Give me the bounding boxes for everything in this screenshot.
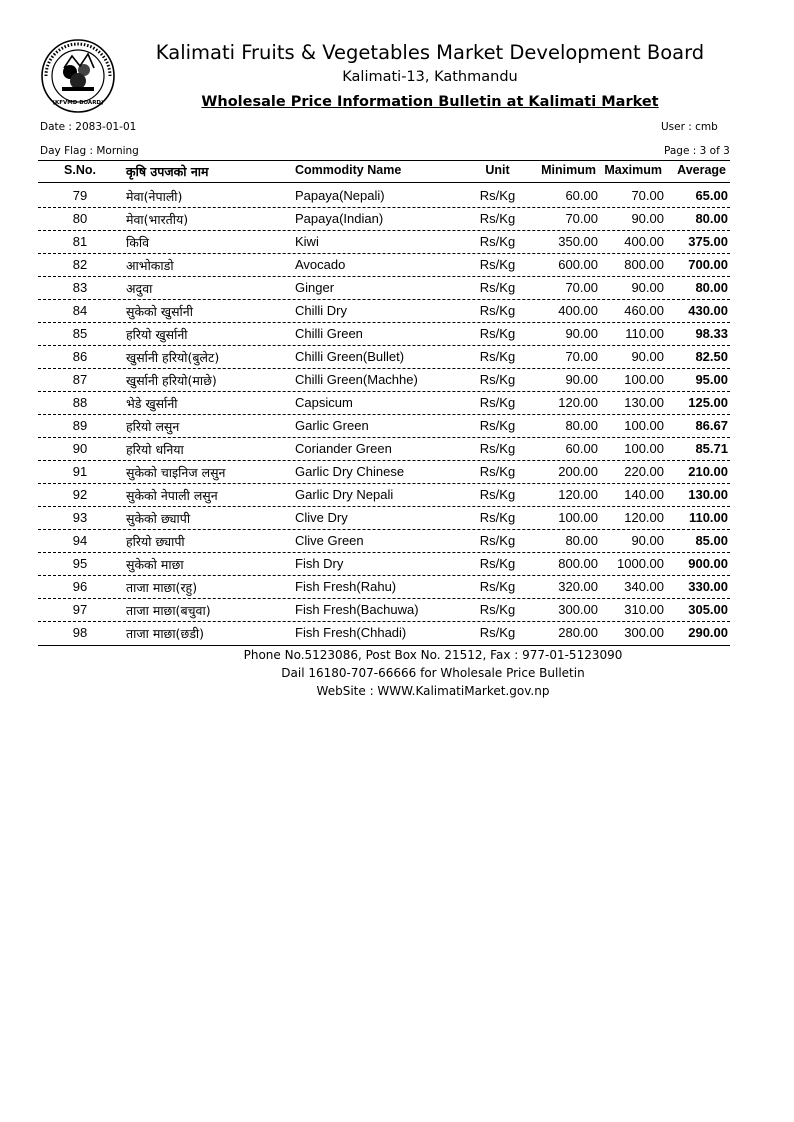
- row-commodity-name: Ginger: [295, 280, 335, 295]
- row-minimum: 200.00: [558, 464, 598, 479]
- row-maximum: 460.00: [624, 303, 664, 318]
- row-separator: [38, 414, 730, 415]
- row-commodity-name: Fish Fresh(Rahu): [295, 579, 397, 594]
- row-average: 82.50: [695, 349, 728, 364]
- row-sno: 85: [72, 326, 88, 341]
- row-minimum: 400.00: [558, 303, 598, 318]
- row-sno: 84: [72, 303, 88, 318]
- row-separator: [38, 529, 730, 530]
- row-maximum: 130.00: [624, 395, 664, 410]
- row-separator: [38, 230, 730, 231]
- row-commodity-name: Avocado: [295, 257, 346, 272]
- row-minimum: 100.00: [558, 510, 598, 525]
- row-sno: 79: [72, 188, 88, 203]
- row-nepali-name: हरियो लसुन: [126, 419, 180, 434]
- row-sno: 98: [72, 625, 88, 640]
- row-sno: 95: [72, 556, 88, 571]
- row-unit: Rs/Kg: [479, 533, 516, 548]
- row-nepali-name: हरियो छ्यापी: [126, 534, 185, 549]
- row-minimum: 70.00: [565, 349, 598, 364]
- row-maximum: 800.00: [624, 257, 664, 272]
- row-separator: [38, 506, 730, 507]
- table-end-rule: [38, 645, 730, 646]
- row-average: 85.71: [695, 441, 728, 456]
- report-date: Date : 2083-01-01: [40, 121, 137, 133]
- row-unit: Rs/Kg: [479, 211, 516, 226]
- row-commodity-name: Clive Dry: [295, 510, 348, 525]
- row-separator: [38, 460, 730, 461]
- row-unit: Rs/Kg: [479, 188, 516, 203]
- row-nepali-name: खुर्सानी हरियो(माछे): [126, 373, 217, 388]
- row-sno: 91: [72, 464, 88, 479]
- col-header-minimum: Minimum: [541, 163, 596, 177]
- row-separator: [38, 322, 730, 323]
- row-separator: [38, 437, 730, 438]
- board-title: Kalimati Fruits & Vegetables Market Development Board: [155, 41, 705, 64]
- row-sno: 81: [72, 234, 88, 249]
- row-nepali-name: ताजा माछा(बचुवा): [126, 603, 211, 618]
- row-maximum: 300.00: [624, 625, 664, 640]
- row-average: 110.00: [688, 510, 728, 525]
- footer-website: WebSite : WWW.KalimatiMarket.gov.np: [316, 684, 550, 698]
- row-sno: 93: [72, 510, 88, 525]
- row-nepali-name: हरियो धनिया: [126, 442, 184, 457]
- row-nepali-name: भेडे खुर्सानी: [126, 396, 178, 411]
- row-average: 85.00: [695, 533, 728, 548]
- row-unit: Rs/Kg: [479, 418, 516, 433]
- row-maximum: 220.00: [624, 464, 664, 479]
- row-maximum: 310.00: [624, 602, 664, 617]
- row-sno: 94: [72, 533, 88, 548]
- row-separator: [38, 299, 730, 300]
- row-average: 700.00: [688, 257, 728, 272]
- row-nepali-name: हरियो खुर्सानी: [126, 327, 188, 342]
- footer-hotline: Dail 16180-707-66666 for Wholesale Price Bulletin: [281, 666, 585, 680]
- row-unit: Rs/Kg: [479, 602, 516, 617]
- row-sno: 97: [72, 602, 88, 617]
- header-bottom-rule: [38, 182, 730, 183]
- row-maximum: 140.00: [624, 487, 664, 502]
- row-sno: 88: [72, 395, 88, 410]
- row-separator: [38, 483, 730, 484]
- row-average: 125.00: [688, 395, 728, 410]
- row-commodity-name: Chilli Dry: [295, 303, 347, 318]
- row-commodity-name: Chilli Green: [295, 326, 363, 341]
- row-unit: Rs/Kg: [479, 257, 516, 272]
- row-average: 130.00: [688, 487, 728, 502]
- row-minimum: 600.00: [558, 257, 598, 272]
- row-minimum: 80.00: [565, 533, 598, 548]
- row-unit: Rs/Kg: [479, 556, 516, 571]
- row-commodity-name: Chilli Green(Bullet): [295, 349, 405, 364]
- row-nepali-name: अदुवा: [126, 281, 153, 296]
- row-maximum: 400.00: [624, 234, 664, 249]
- row-commodity-name: Kiwi: [295, 234, 319, 249]
- board-address: Kalimati-13, Kathmandu: [342, 69, 518, 85]
- row-maximum: 100.00: [624, 441, 664, 456]
- row-average: 290.00: [688, 625, 728, 640]
- col-header-maximum: Maximum: [604, 163, 662, 177]
- row-commodity-name: Clive Green: [295, 533, 364, 548]
- row-minimum: 70.00: [565, 211, 598, 226]
- row-nepali-name: सुकेको छ्यापी: [126, 511, 191, 526]
- row-unit: Rs/Kg: [479, 441, 516, 456]
- row-nepali-name: सुकेको चाइनिज लसुन: [126, 465, 226, 480]
- row-sno: 96: [72, 579, 88, 594]
- row-minimum: 300.00: [558, 602, 598, 617]
- row-commodity-name: Chilli Green(Machhe): [295, 372, 418, 387]
- row-nepali-name: सुकेको नेपाली लसुन: [126, 488, 218, 503]
- row-unit: Rs/Kg: [479, 395, 516, 410]
- col-header-commodity: Commodity Name: [295, 163, 402, 177]
- row-separator: [38, 391, 730, 392]
- row-minimum: 60.00: [565, 441, 598, 456]
- row-sno: 90: [72, 441, 88, 456]
- row-average: 95.00: [695, 372, 728, 387]
- logo-text: (KFVMD BOARD): [52, 100, 104, 106]
- row-nepali-name: सुकेको माछा: [126, 557, 184, 572]
- footer-contact: Phone No.5123086, Post Box No. 21512, Fax : 977-01-5123090: [243, 648, 623, 662]
- row-commodity-name: Garlic Green: [295, 418, 369, 433]
- row-unit: Rs/Kg: [479, 487, 516, 502]
- row-commodity-name: Fish Dry: [295, 556, 344, 571]
- bulletin-title: Wholesale Price Information Bulletin at Kalimati Market: [201, 94, 659, 110]
- row-average: 330.00: [688, 579, 728, 594]
- row-minimum: 60.00: [565, 188, 598, 203]
- row-nepali-name: सुकेको खुर्सानी: [126, 304, 193, 319]
- row-minimum: 120.00: [558, 487, 598, 502]
- row-sno: 92: [72, 487, 88, 502]
- row-nepali-name: ताजा माछा(रहु): [126, 580, 198, 595]
- row-maximum: 90.00: [631, 533, 664, 548]
- row-sno: 83: [72, 280, 88, 295]
- row-commodity-name: Coriander Green: [295, 441, 392, 456]
- row-separator: [38, 552, 730, 553]
- row-maximum: 100.00: [624, 372, 664, 387]
- row-average: 80.00: [695, 280, 728, 295]
- row-minimum: 90.00: [565, 372, 598, 387]
- row-minimum: 70.00: [565, 280, 598, 295]
- row-separator: [38, 598, 730, 599]
- row-separator: [38, 621, 730, 622]
- row-average: 98.33: [695, 326, 728, 341]
- row-nepali-name: मेवा(भारतीय): [126, 212, 189, 227]
- row-average: 900.00: [688, 556, 728, 571]
- header-top-rule: [38, 160, 730, 161]
- board-logo: [40, 38, 116, 114]
- row-sno: 89: [72, 418, 88, 433]
- row-maximum: 90.00: [631, 349, 664, 364]
- row-unit: Rs/Kg: [479, 464, 516, 479]
- row-commodity-name: Capsicum: [295, 395, 353, 410]
- row-commodity-name: Fish Fresh(Chhadi): [295, 625, 407, 640]
- row-nepali-name: आभोकाडो: [126, 258, 174, 273]
- row-average: 65.00: [695, 188, 728, 203]
- row-separator: [38, 276, 730, 277]
- row-average: 375.00: [688, 234, 728, 249]
- row-sno: 87: [72, 372, 88, 387]
- row-separator: [38, 253, 730, 254]
- row-separator: [38, 345, 730, 346]
- row-maximum: 340.00: [624, 579, 664, 594]
- row-nepali-name: मेवा(नेपाली): [126, 189, 183, 204]
- row-unit: Rs/Kg: [479, 234, 516, 249]
- row-maximum: 90.00: [631, 280, 664, 295]
- row-sno: 82: [72, 257, 88, 272]
- row-average: 305.00: [688, 602, 728, 617]
- row-maximum: 90.00: [631, 211, 664, 226]
- col-header-nepali-name: कृषि उपजको नाम: [126, 164, 209, 179]
- row-average: 86.67: [695, 418, 728, 433]
- row-unit: Rs/Kg: [479, 510, 516, 525]
- row-nepali-name: खुर्सानी हरियो(बुलेट): [126, 350, 220, 365]
- row-unit: Rs/Kg: [479, 280, 516, 295]
- row-maximum: 120.00: [624, 510, 664, 525]
- row-average: 430.00: [688, 303, 728, 318]
- row-sno: 80: [72, 211, 88, 226]
- row-unit: Rs/Kg: [479, 579, 516, 594]
- row-unit: Rs/Kg: [479, 625, 516, 640]
- col-header-sno: S.No.: [64, 163, 96, 177]
- row-commodity-name: Garlic Dry Nepali: [295, 487, 394, 502]
- row-minimum: 350.00: [558, 234, 598, 249]
- row-minimum: 800.00: [558, 556, 598, 571]
- row-minimum: 80.00: [565, 418, 598, 433]
- col-header-average: Average: [677, 163, 726, 177]
- row-maximum: 70.00: [631, 188, 664, 203]
- row-commodity-name: Fish Fresh(Bachuwa): [295, 602, 419, 617]
- row-commodity-name: Papaya(Nepali): [295, 188, 385, 203]
- report-user: User : cmb: [661, 121, 718, 133]
- row-maximum: 1000.00: [617, 556, 664, 571]
- row-minimum: 280.00: [558, 625, 598, 640]
- row-average: 80.00: [695, 211, 728, 226]
- page-number: Page : 3 of 3: [664, 145, 730, 157]
- row-maximum: 110.00: [625, 326, 664, 341]
- row-minimum: 120.00: [558, 395, 598, 410]
- row-unit: Rs/Kg: [479, 349, 516, 364]
- row-unit: Rs/Kg: [479, 326, 516, 341]
- row-unit: Rs/Kg: [479, 303, 516, 318]
- row-minimum: 320.00: [558, 579, 598, 594]
- row-separator: [38, 207, 730, 208]
- row-unit: Rs/Kg: [479, 372, 516, 387]
- row-minimum: 90.00: [565, 326, 598, 341]
- row-average: 210.00: [688, 464, 728, 479]
- row-separator: [38, 368, 730, 369]
- row-commodity-name: Garlic Dry Chinese: [295, 464, 405, 479]
- row-maximum: 100.00: [624, 418, 664, 433]
- row-separator: [38, 575, 730, 576]
- row-nepali-name: किवि: [126, 235, 150, 250]
- row-commodity-name: Papaya(Indian): [295, 211, 384, 226]
- day-flag: Day Flag : Morning: [40, 145, 139, 157]
- row-nepali-name: ताजा माछा(छडी): [126, 626, 205, 641]
- col-header-unit: Unit: [485, 163, 510, 177]
- row-sno: 86: [72, 349, 88, 364]
